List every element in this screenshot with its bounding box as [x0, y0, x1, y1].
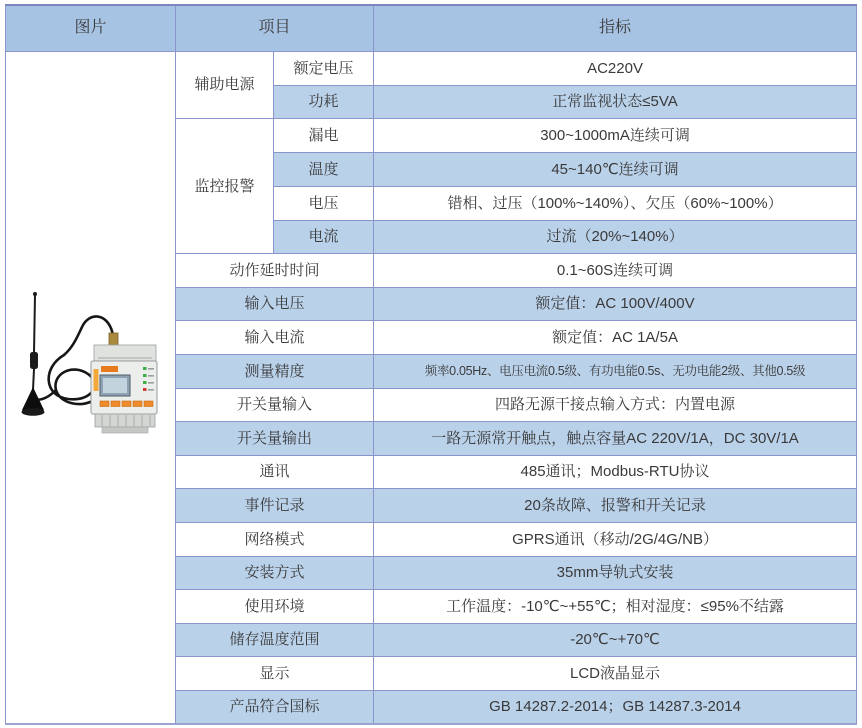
- item-cell: 使用环境: [176, 590, 374, 624]
- value-cell: GB 14287.2-2014；GB 14287.3-2014: [374, 690, 857, 724]
- meter-device-icon: [91, 333, 157, 433]
- value-cell: 正常监视状态≤5VA: [374, 85, 857, 119]
- item-cell: 输入电流: [176, 321, 374, 355]
- product-photo: [6, 52, 174, 723]
- antenna-icon: [22, 292, 45, 416]
- brand-logo: [101, 366, 118, 372]
- value-cell: 错相、过压（100%~140%）、欠压（60%~100%）: [374, 187, 857, 221]
- value-cell: 频率0.05Hz、电压电流0.5级、有功电能0.5s、无功电能2级、其他0.5级: [374, 354, 857, 388]
- sma-connector: [109, 333, 118, 346]
- header-item: 项目: [176, 5, 374, 52]
- value-cell: 485通讯；Modbus-RTU协议: [374, 455, 857, 489]
- item-cell: 开关量输入: [176, 388, 374, 422]
- value-cell: 20条故障、报警和开关记录: [374, 489, 857, 523]
- terminal-block: [95, 414, 155, 427]
- item-cell: 网络模式: [176, 522, 374, 556]
- front-buttons: [100, 401, 153, 407]
- item-cell: 功耗: [274, 85, 374, 119]
- item-cell: 测量精度: [176, 354, 374, 388]
- value-cell: 一路无源常开触点，触点容量AC 220V/1A，DC 30V/1A: [374, 422, 857, 456]
- spec-table: [5, 4, 857, 725]
- item-cell: 漏电: [274, 119, 374, 153]
- value-cell: 300~1000mA连续可调: [374, 119, 857, 153]
- item-cell: 通讯: [176, 455, 374, 489]
- value-cell: GPRS通讯（移动/2G/4G/NB）: [374, 522, 857, 556]
- value-cell: 额定值：AC 100V/400V: [374, 287, 857, 321]
- value-cell: 工作温度：-10℃~+55℃；相对湿度：≤95%不结露: [374, 590, 857, 624]
- value-cell: -20℃~+70℃: [374, 623, 857, 657]
- value-cell: AC220V: [374, 52, 857, 86]
- item-cell: 电压: [274, 187, 374, 221]
- item-cell: 输入电压: [176, 287, 374, 321]
- item-cell: 显示: [176, 657, 374, 691]
- item-cell: 储存温度范围: [176, 623, 374, 657]
- item-cell: 温度: [274, 153, 374, 187]
- item-cell: 安装方式: [176, 556, 374, 590]
- item-cell: 开关量输出: [176, 422, 374, 456]
- item-cell: 额定电压: [274, 52, 374, 86]
- item-cell: 动作延时时间: [176, 254, 374, 288]
- value-cell: 四路无源干接点输入方式：内置电源: [374, 388, 857, 422]
- value-cell: LCD液晶显示: [374, 657, 857, 691]
- value-cell: 0.1~60S连续可调: [374, 254, 857, 288]
- value-cell: 额定值：AC 1A/5A: [374, 321, 857, 355]
- group-aux-power: 辅助电源: [176, 52, 274, 119]
- item-cell: 产品符合国标: [176, 690, 374, 724]
- header-row: [6, 5, 857, 52]
- side-sticker: [94, 369, 99, 391]
- product-photo-cell: [6, 52, 176, 725]
- item-cell: 事件记录: [176, 489, 374, 523]
- header-spec: 指标: [374, 5, 857, 52]
- table-row: [6, 52, 857, 86]
- item-cell: 电流: [274, 220, 374, 254]
- header-image: 图片: [6, 5, 176, 52]
- group-monitor-alarm: 监控报警: [176, 119, 274, 254]
- value-cell: 35mm导轨式安装: [374, 556, 857, 590]
- value-cell: 过流（20%~140%）: [374, 220, 857, 254]
- value-cell: 45~140℃连续可调: [374, 153, 857, 187]
